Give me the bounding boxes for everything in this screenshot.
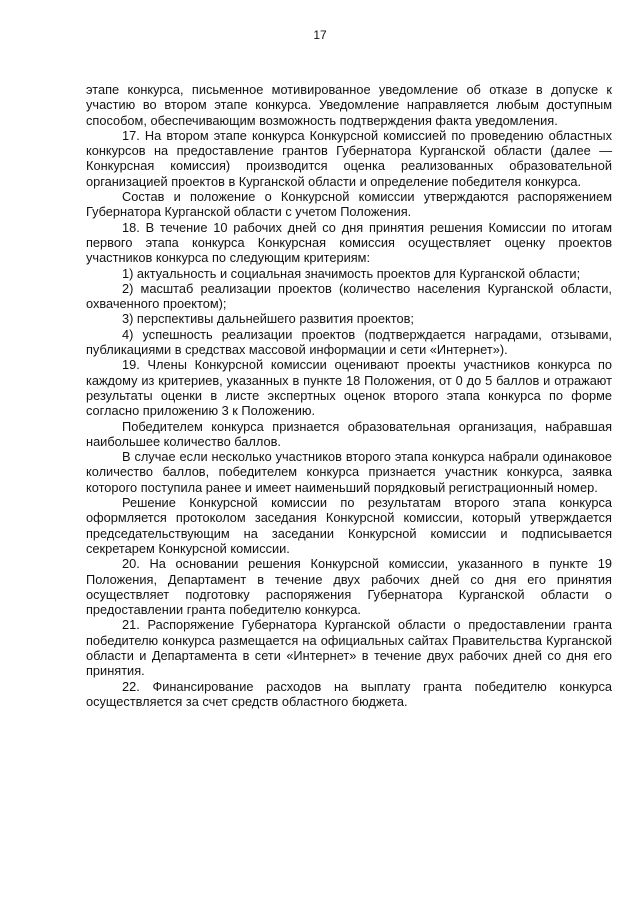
paragraph-continuation: этапе конкурса, письменное мотивированное уведомление об отказе в допуске к участию во втором этапе конкурса. Уведомление направляется любым доступным способом, обеспечивающим возможность подтверждения факта уведомления. (86, 82, 612, 128)
paragraph-item-17: 17. На втором этапе конкурса Конкурсной комиссией по проведению областных конкурсов на предоставление грантов Губернатора Курганской области (далее — Конкурсная комиссия) производится оценка реализованных образовательной организацией проектов в Курганской области и определение победителя конкурса. (86, 127, 612, 189)
paragraph-winner: Победителем конкурса признается образовательная организация, набравшая наибольшее количество баллов. (86, 418, 612, 449)
document-body (86, 82, 612, 709)
paragraph-item-18: 18. В течение 10 рабочих дней со дня принятия решения Комиссии по итогам первого этапа конкурса Конкурсная комиссия осуществляет оценку проектов участников конкурса по следующим критериям: (86, 219, 612, 266)
criterion-4: 4) успешность реализации проектов (подтверждается наградами, отзывами, публикациями в средствах массовой информации и сети «Интернет»). (86, 326, 612, 358)
paragraph-item-19: 19. Члены Конкурсной комиссии оценивают проекты участников конкурса по каждому из критериев, указанных в пункте 18 Положения, от 0 до 5 баллов и отражают результаты оценки в листе экспертных оценок второго этапа конкурса по форме согласно приложению 3 к Положению. (86, 357, 612, 419)
criterion-1: 1) актуальность и социальная значимость проектов для Курганской области; (122, 265, 581, 281)
paragraph-item-22: 22. Финансирование расходов на выплату гранта победителю конкурса осуществляется за счет средств областного бюджета. (86, 678, 612, 709)
paragraph-decision-protocol: Решение Конкурсной комиссии по результатам второго этапа конкурса оформляется протоколом заседания Конкурсной комиссии, который утверждается председательствующим на заседании Конкурсной комиссии и подписывается секретарем Конкурсной комиссии. (86, 495, 612, 556)
paragraph-item-20: 20. На основании решения Конкурсной комиссии, указанного в пункте 19 Положения, Департамент в течение двух рабочих дней со дня его принятия осуществляет подготовку распоряжения Губернатора Курганской области о предоставлении гранта победителю конкурса. (86, 556, 612, 618)
paragraph-tie-rule: В случае если несколько участников второго этапа конкурса набрали одинаковое количество баллов, победителем конкурса признается участник конкурса, заявка которого поступила ранее и имеет наименьший порядковый регистрационный номер. (86, 449, 612, 495)
criterion-3: 3) перспективы дальнейшего развития проектов; (122, 311, 414, 327)
paragraph-commission-composition: Состав и положение о Конкурсной комиссии утверждаются распоряжением Губернатора Курганской области с учетом Положения. (86, 189, 612, 220)
paragraph-item-21: 21. Распоряжение Губернатора Курганской области о предоставлении гранта победителю конкурса размещается на официальных сайтах Правительства Курганской области и Департамента в сети «Интернет» в течение двух рабочих дней со дня его принятия. (86, 617, 612, 679)
criterion-2: 2) масштаб реализации проектов (количество населения Курганской области, охваченного проектом); (86, 280, 612, 312)
page-number: 17 (313, 28, 327, 42)
